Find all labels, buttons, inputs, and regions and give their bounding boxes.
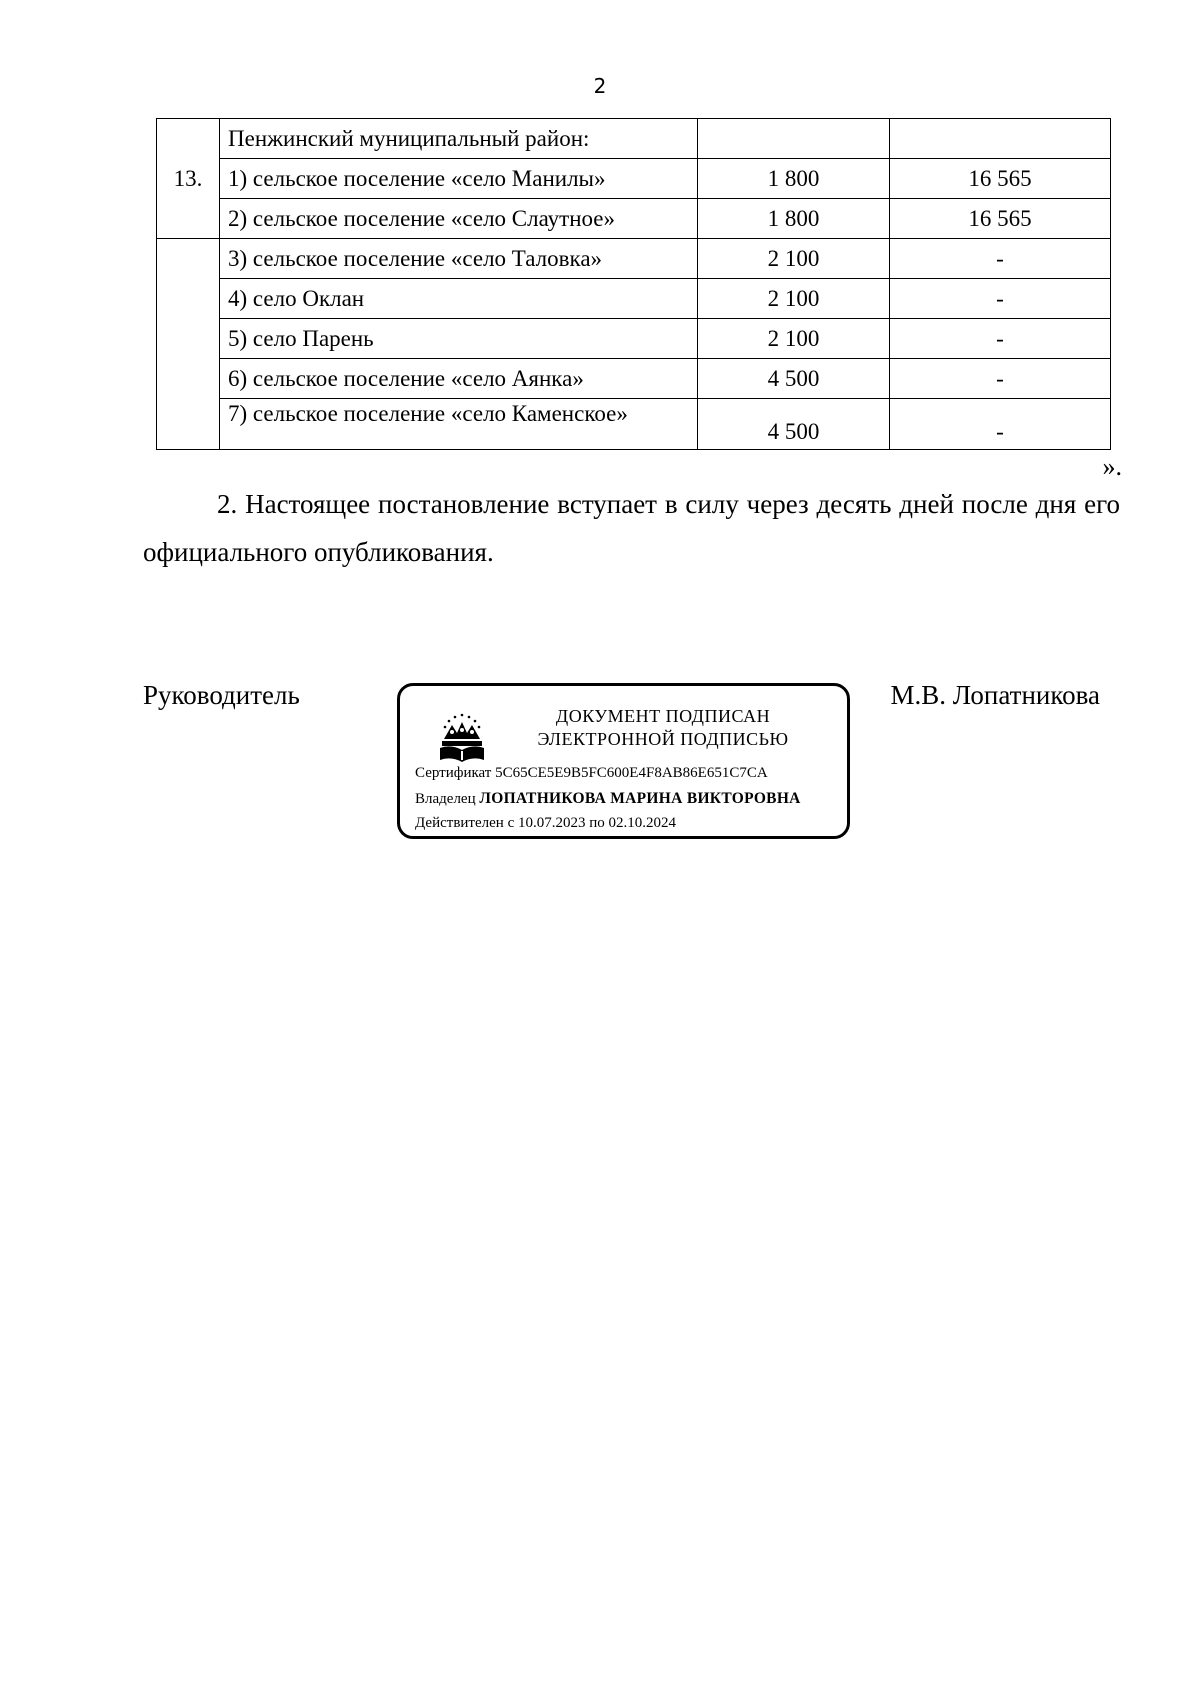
settlement-name-cell: 1) сельское поселение «село Манилы» [220, 159, 698, 199]
table-row [157, 119, 1111, 159]
kamchatka-emblem-icon [436, 708, 488, 764]
value-cell: - [890, 359, 1111, 399]
owner-value: ЛОПАТНИКОВА МАРИНА ВИКТОРОВНА [479, 790, 801, 807]
value-cell [890, 119, 1111, 159]
table-row [157, 279, 1111, 319]
table-row [157, 199, 1111, 239]
valid-to: 02.10.2024 [608, 815, 677, 831]
settlement-name-cell: 6) сельское поселение «село Аянка» [220, 359, 698, 399]
value-cell: - [890, 239, 1111, 279]
row-number-cell: 13. [157, 119, 220, 239]
stamp-heading-line: ДОКУМЕНТ ПОДПИСАН [555, 706, 771, 726]
valid-label: Действителен [415, 815, 504, 831]
certificate-line [415, 765, 768, 782]
table-row [157, 159, 1111, 199]
value-cell: 2 100 [698, 239, 890, 279]
table-row [157, 319, 1111, 359]
settlement-name-cell: 7) сельское поселение «село Каменское» [220, 399, 698, 450]
signer-title: Руководитель [143, 680, 300, 710]
signer-name: М.В. Лопатникова [890, 680, 1100, 710]
stamp-heading-line: ЭЛЕКТРОННОЙ ПОДПИСЬЮ [537, 729, 789, 749]
valid-from-prefix: с [507, 815, 515, 831]
table-row [157, 359, 1111, 399]
settlement-name-cell: 5) село Парень [220, 319, 698, 359]
value-cell: 2 100 [698, 319, 890, 359]
value-cell: 16 565 [890, 199, 1111, 239]
valid-to-prefix: по [589, 815, 605, 831]
closing-quote: ». [1102, 452, 1122, 481]
validity-line [415, 815, 676, 832]
row-number-cell [157, 239, 220, 450]
certificate-value: 5C65CE5E9B5FC600E4F8AB86E651C7CA [495, 765, 768, 781]
valid-from: 10.07.2023 [517, 815, 586, 831]
value-cell: 1 800 [698, 199, 890, 239]
value-cell: 2 100 [698, 279, 890, 319]
electronic-signature-stamp [397, 683, 850, 839]
table-row [157, 399, 1111, 450]
district-header-cell: Пенжинский муниципальный район: [220, 119, 698, 159]
table-row [157, 239, 1111, 279]
value-cell [698, 119, 890, 159]
value-cell: - [890, 319, 1111, 359]
tariff-table [156, 118, 1111, 450]
value-cell: 4 500 [698, 359, 890, 399]
value-cell: - [890, 279, 1111, 319]
page-number: 2 [593, 74, 607, 98]
value-cell: 1 800 [698, 159, 890, 199]
value-cell: 16 565 [890, 159, 1111, 199]
owner-label: Владелец [415, 791, 476, 807]
value-cell: 4 500 [698, 399, 890, 450]
owner-line [415, 790, 801, 808]
value-cell: - [890, 399, 1111, 450]
settlement-name-cell: 3) сельское поселение «село Таловка» [220, 239, 698, 279]
body-paragraph: 2. Настоящее постановление вступает в силу через десять дней после дня его официального опубликования. [143, 489, 1120, 567]
certificate-label: Сертификат [415, 765, 492, 781]
settlement-name-cell: 2) сельское поселение «село Слаутное» [220, 199, 698, 239]
settlement-name-cell: 4) село Оклан [220, 279, 698, 319]
stamp-heading [508, 705, 818, 751]
